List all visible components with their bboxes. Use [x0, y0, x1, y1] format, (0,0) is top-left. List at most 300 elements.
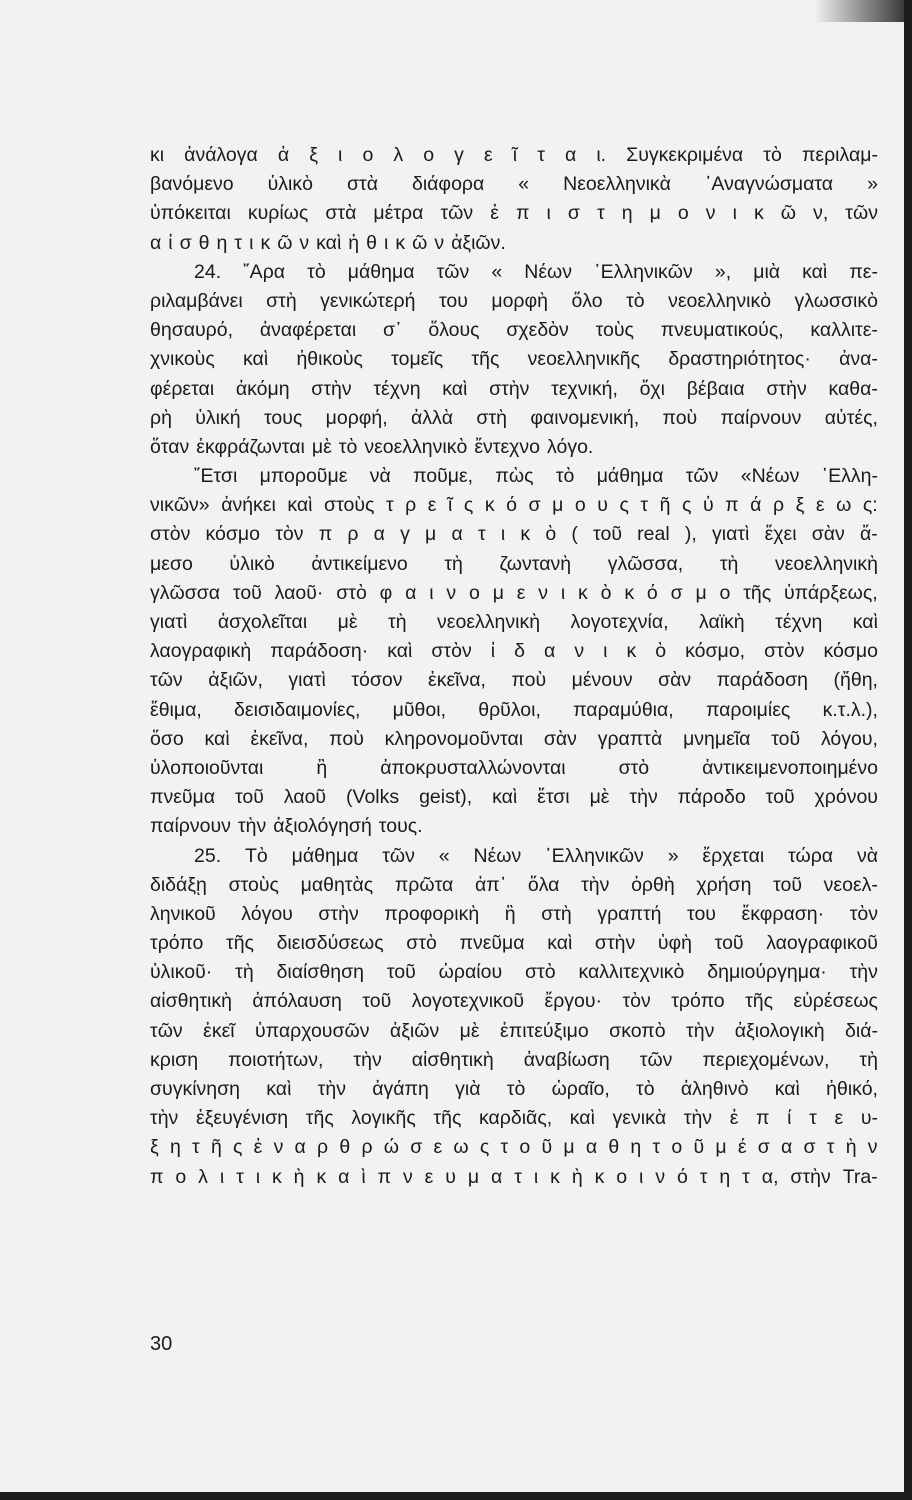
- word: α: [491, 1165, 503, 1188]
- word: νικῶν»: [150, 494, 210, 517]
- word: ῦ: [541, 1136, 553, 1159]
- word: σὰν: [658, 669, 692, 692]
- word: μ: [715, 1136, 727, 1159]
- word: ὑ: [702, 494, 714, 517]
- word: ἠθικοὺς: [296, 348, 363, 371]
- word: ε: [516, 581, 526, 604]
- word: ε: [427, 494, 437, 517]
- word: ἀσχολεῖται: [217, 611, 308, 633]
- word: ο: [469, 581, 480, 604]
- word: κληρονομοῦνται: [384, 727, 524, 750]
- text-line: [150, 375, 878, 404]
- word: ο: [616, 1165, 628, 1188]
- word: ποὺ: [511, 669, 547, 692]
- word: Νέων: [473, 844, 522, 867]
- word: ὑπόκειται: [150, 202, 231, 225]
- word: τὸ: [506, 1078, 526, 1100]
- word: »: [867, 173, 878, 196]
- word: στὴν: [489, 377, 530, 400]
- word: ῎Ετσι: [194, 465, 238, 488]
- word: κι: [150, 144, 165, 166]
- word: καὶ: [316, 231, 342, 254]
- word: μ: [467, 1165, 480, 1188]
- word: ῖ: [512, 144, 518, 166]
- word: τὴν: [150, 1107, 179, 1130]
- word: (Volks: [346, 786, 400, 809]
- word: ποὺ: [662, 406, 698, 429]
- word: ἀξιολόγησή: [273, 815, 372, 838]
- word: ἢ: [504, 902, 516, 925]
- word: χρήση: [696, 873, 752, 896]
- word: εὑρέσεως: [793, 990, 878, 1013]
- word: τὸν: [849, 902, 878, 925]
- word: γενικὰ: [612, 1107, 667, 1130]
- word: νεοελληνικῆς: [527, 348, 641, 371]
- word: στὰ: [346, 173, 378, 196]
- text-line: [150, 929, 878, 958]
- word: γ: [400, 523, 410, 546]
- text-line: [150, 696, 878, 725]
- word: κόσμο,: [685, 640, 746, 663]
- word: ὅταν: [150, 435, 190, 458]
- word: Τὸ: [244, 844, 268, 867]
- word: τῶν: [436, 260, 470, 283]
- word: ἰ: [490, 640, 496, 663]
- word: μεσο: [150, 552, 193, 575]
- word: τὸ: [626, 289, 645, 312]
- word: μ: [563, 1136, 575, 1159]
- word: ῶ: [780, 202, 797, 225]
- word: γλωσσικὸ: [794, 289, 878, 312]
- word: γ: [454, 144, 464, 166]
- word: τῶν: [440, 202, 474, 225]
- word: στὴν: [318, 902, 359, 925]
- word: πνευματικούς,: [660, 319, 784, 342]
- word: νὰ: [856, 844, 878, 867]
- word: ν,: [813, 202, 829, 225]
- text-line: [150, 725, 878, 754]
- word: ς: [463, 494, 474, 517]
- word: π: [756, 1107, 770, 1130]
- word: τ: [652, 1136, 661, 1159]
- word: «Νέων: [740, 465, 800, 488]
- word: ν: [538, 581, 549, 604]
- word: μὲ: [337, 611, 358, 633]
- word: τόσον: [351, 669, 403, 692]
- word: 25.: [194, 844, 222, 867]
- word: κ: [753, 202, 764, 225]
- word: ό: [506, 494, 517, 517]
- word: ν: [867, 1136, 878, 1159]
- word: καὶ: [243, 348, 269, 371]
- word: π: [377, 1165, 392, 1188]
- word: ὑλικὸ: [267, 173, 313, 196]
- word: α: [585, 1136, 598, 1159]
- word: φέρεται: [150, 377, 215, 400]
- word: 24.: [194, 260, 222, 283]
- word: πὼς: [495, 465, 534, 488]
- word: ληνικοῦ: [150, 902, 216, 925]
- word: α: [781, 1136, 793, 1159]
- word: τὴν: [686, 1019, 715, 1042]
- word: ποὺ: [329, 727, 364, 750]
- word: γιατὶ: [712, 523, 750, 546]
- word: στὸν: [431, 640, 472, 663]
- word: χνικοὺς: [150, 348, 215, 371]
- word: διάφορα: [411, 173, 485, 196]
- word: τους: [263, 406, 303, 429]
- text-line: [150, 316, 878, 345]
- word: ι: [639, 1165, 644, 1188]
- word: ά: [750, 494, 762, 517]
- word: νεοελληνικὸ: [364, 435, 468, 458]
- word: τοὺς: [595, 319, 634, 342]
- word: λαογραφικοῦ: [766, 932, 878, 955]
- word: καρδιᾶς,: [478, 1107, 553, 1130]
- word: νεοελληνικὴ: [437, 611, 541, 633]
- word: υ: [597, 494, 608, 517]
- word: τ: [640, 494, 649, 517]
- text-line: [150, 608, 878, 637]
- text-line: [150, 1133, 878, 1162]
- word: τῶν: [639, 1048, 673, 1071]
- word: μ: [695, 581, 707, 604]
- word: τοῦ: [232, 581, 262, 604]
- word: φ: [379, 581, 393, 604]
- text-line: [150, 520, 878, 549]
- word: ς: [682, 494, 692, 517]
- word: στὸ: [524, 961, 556, 984]
- word: ρὴ: [150, 406, 172, 429]
- word: τομεῖς: [391, 348, 444, 371]
- word: ποῦμε,: [413, 465, 474, 488]
- word: ὅσο: [150, 727, 184, 750]
- word: τοῦ: [235, 786, 264, 809]
- word: π: [725, 494, 739, 517]
- word: ῾Ελλη-: [821, 465, 878, 488]
- word: παίρνουν: [150, 815, 231, 838]
- word: «: [438, 844, 450, 867]
- word: καὶ: [852, 611, 878, 633]
- word: α: [564, 144, 577, 166]
- word: πε-: [849, 260, 878, 283]
- word: μάθημα: [596, 465, 664, 488]
- word: μὲ: [311, 435, 332, 458]
- word: διδάξῃ: [150, 873, 207, 896]
- word: ι: [546, 202, 551, 225]
- word: ξ: [309, 144, 318, 166]
- word: ἀ: [277, 144, 290, 166]
- word: ν: [402, 1165, 413, 1188]
- word: καὶ: [802, 260, 828, 283]
- word: ε: [834, 1107, 844, 1130]
- word: «: [491, 260, 503, 283]
- word: ῶ: [277, 231, 293, 254]
- word: καὶ: [204, 727, 230, 750]
- word: ῆ: [210, 1136, 222, 1159]
- text-line: [150, 637, 878, 666]
- word: ἔθιμα,: [150, 698, 202, 721]
- body-text: [150, 141, 878, 1192]
- word: geist),: [419, 786, 473, 809]
- word: στὴ: [541, 902, 572, 925]
- word: στὴ: [266, 289, 297, 312]
- word: λαϊκὴ: [698, 611, 745, 633]
- word: κ: [260, 231, 271, 254]
- word: ο: [362, 144, 374, 166]
- text-line: [150, 170, 878, 199]
- word: τ: [537, 144, 545, 166]
- word: στὸν: [150, 523, 191, 546]
- text-line: [150, 900, 878, 929]
- word: τ: [385, 494, 394, 517]
- word: λ: [198, 1165, 208, 1188]
- word: παροιμίες: [705, 698, 791, 721]
- word: νὰ: [369, 465, 391, 488]
- word: τῆς: [433, 1107, 462, 1130]
- word: γιατὶ: [150, 611, 188, 633]
- word: ί: [787, 1107, 792, 1130]
- word: ποιοτήτων,: [228, 1048, 324, 1071]
- word: ῖ: [448, 494, 453, 517]
- text-line: [150, 666, 878, 695]
- word: α: [373, 523, 385, 546]
- word: ι: [603, 640, 608, 663]
- word: τῆς: [745, 990, 774, 1013]
- word: κόσμο: [823, 640, 878, 663]
- word: μαθητὰς: [300, 873, 374, 896]
- word: μὲ: [459, 1019, 480, 1042]
- word: ἀλλὰ: [411, 406, 454, 429]
- word: »: [667, 844, 679, 867]
- word: στὸν: [764, 640, 805, 663]
- word: φαινομενική,: [530, 406, 640, 429]
- word: τοῦ: [765, 786, 795, 809]
- word: ἔργου·: [544, 990, 603, 1013]
- word: διά-: [845, 1019, 878, 1042]
- word: ν: [655, 1165, 666, 1188]
- word: τὴν: [353, 1048, 382, 1071]
- word: ν: [705, 202, 716, 225]
- text-line: [150, 579, 878, 608]
- word: ς: [619, 494, 629, 517]
- word: ἀληθινὸ: [680, 1078, 749, 1100]
- word: ἐκεῖνα,: [428, 669, 486, 692]
- word: ρ: [361, 1136, 373, 1159]
- word: α: [338, 1165, 350, 1188]
- word: ὑλικὸ: [229, 552, 275, 575]
- word: τέχνη: [775, 611, 823, 633]
- word: τῶν: [150, 669, 183, 692]
- word: αὐτές,: [824, 406, 878, 429]
- word: ὸ: [545, 523, 557, 546]
- word: ι: [384, 231, 389, 254]
- word: καὶ: [569, 1107, 595, 1130]
- word: ι: [560, 581, 566, 604]
- word: τὸ: [307, 260, 326, 283]
- word: κ: [484, 494, 495, 517]
- word: ἰ: [168, 231, 173, 254]
- word: η: [169, 1136, 181, 1159]
- word: ἐ: [729, 1107, 739, 1130]
- word: αἰσθητικὴ: [150, 990, 232, 1013]
- word: γλῶσσα,: [607, 552, 684, 575]
- word: σχεδὸν: [506, 319, 569, 342]
- word: ἀκόμη: [235, 377, 290, 400]
- word: ἐπιτεύξιμο: [500, 1019, 589, 1042]
- word: ῶ: [412, 231, 428, 254]
- text-line: [150, 1046, 878, 1075]
- word: ξ: [150, 1136, 159, 1159]
- word: δραστηριότητος·: [668, 348, 811, 371]
- word: γραπτή: [597, 902, 662, 925]
- word: ς: [233, 1136, 243, 1159]
- word: νεοελληνικὸ: [668, 289, 772, 312]
- word: ἀπόλαυση: [252, 990, 342, 1013]
- word: κ.τ.λ.),: [822, 698, 878, 721]
- word: παράδοση·: [270, 640, 369, 663]
- word: α: [294, 1136, 306, 1159]
- word: στὸ: [336, 581, 367, 604]
- word: τέχνη: [373, 377, 421, 400]
- word: ὑφὴ: [657, 932, 693, 955]
- word: τοῦ: [362, 990, 392, 1013]
- word: γλῶσσα: [150, 581, 221, 604]
- word: τοῦ: [714, 932, 744, 955]
- word: ι: [338, 144, 343, 166]
- scan-edge-shadow: [814, 0, 904, 22]
- word: ρ: [317, 1136, 329, 1159]
- word: ὡραίου: [438, 961, 503, 984]
- word: προφορικὴ: [384, 902, 480, 925]
- word: η: [630, 1136, 642, 1159]
- word: α: [405, 581, 417, 604]
- word: γραπτὰ: [597, 727, 663, 750]
- word: α: [544, 640, 556, 663]
- word: ὀρθὴ: [631, 873, 675, 896]
- word: μέτρα: [373, 202, 424, 225]
- word: σὰν: [543, 727, 577, 750]
- text-line: [150, 229, 878, 258]
- word: ἀποκρυσταλλώνονται: [380, 756, 566, 779]
- word: ρ: [347, 523, 359, 546]
- word: θ: [339, 1136, 351, 1159]
- word: τῶν: [150, 1019, 183, 1042]
- word: τεχνική,: [551, 377, 618, 400]
- word: έ: [737, 1136, 747, 1159]
- word: σ: [179, 231, 192, 254]
- text-line: [150, 287, 878, 316]
- word: (: [571, 523, 578, 546]
- word: τὸ: [555, 465, 575, 488]
- word: ὅλα: [527, 873, 560, 896]
- word: ἀγάπη: [372, 1078, 429, 1100]
- word: τὸ: [636, 1078, 655, 1100]
- word: θ: [366, 231, 378, 254]
- word: ἄ-: [860, 523, 878, 546]
- word: ἀναφέρεται: [259, 319, 357, 342]
- text-line: [150, 1017, 878, 1046]
- word: ὑλική: [195, 406, 241, 429]
- word: τ: [500, 1136, 509, 1159]
- text-line: [150, 754, 878, 783]
- word: τὴ: [444, 552, 463, 575]
- word: τὴ: [859, 1048, 878, 1071]
- word: πνεῦμα: [459, 932, 525, 955]
- word: σ: [528, 494, 541, 517]
- word: κυρίως: [247, 202, 309, 225]
- word: η: [621, 202, 633, 225]
- word: ἀναβίωση: [523, 1048, 610, 1071]
- word: ι.: [596, 144, 607, 166]
- word: καὶ: [387, 640, 413, 663]
- word: ἐ: [253, 1136, 263, 1159]
- word: μ: [492, 581, 504, 604]
- word: ο: [677, 202, 689, 225]
- word: ώ: [383, 1136, 399, 1159]
- word: μένουν: [571, 669, 633, 692]
- word: σ: [803, 1136, 816, 1159]
- word: σκοπὸ: [609, 1019, 666, 1042]
- word: στὰ: [325, 202, 357, 225]
- text-line: [150, 958, 878, 987]
- text-line: [150, 1104, 878, 1133]
- word: ο: [423, 144, 435, 166]
- word: ὴ: [571, 1165, 583, 1188]
- word: «: [518, 173, 530, 196]
- word: μιὰ: [753, 260, 781, 283]
- word: ι: [500, 523, 506, 546]
- word: η: [719, 1165, 731, 1188]
- word: κ: [624, 581, 635, 604]
- word: νεοελ-: [823, 873, 878, 896]
- word: ἠ: [348, 231, 360, 254]
- word: ὸ: [600, 581, 612, 604]
- word: κ: [626, 640, 637, 663]
- word: καὶ: [442, 377, 468, 400]
- word: τὴν: [849, 961, 878, 984]
- word: τὸν: [622, 990, 651, 1013]
- word: πνεῦμα: [150, 786, 216, 809]
- word: στὴν: [311, 377, 352, 400]
- text-line: [150, 987, 878, 1016]
- word: ν: [273, 1136, 284, 1159]
- word: ι: [732, 202, 737, 225]
- word: κ: [550, 1165, 560, 1188]
- word: βανόμενο: [150, 173, 234, 196]
- word: ἀνα-: [839, 348, 878, 371]
- word: ὑπαρχουσῶν: [255, 1019, 370, 1042]
- word: ε: [433, 1136, 443, 1159]
- word: τ: [514, 1165, 522, 1188]
- word: στοὺς: [324, 494, 375, 517]
- word: νεοελληνικὴ: [774, 552, 878, 575]
- word: ό: [646, 581, 658, 604]
- word: σ: [410, 1136, 423, 1159]
- word: ἔχει: [764, 523, 797, 546]
- word: τῆς: [305, 1107, 334, 1130]
- word: μ: [425, 523, 437, 546]
- word: ἢ: [316, 756, 328, 779]
- word: ἀπ᾿: [474, 873, 507, 896]
- word: ο: [574, 494, 586, 517]
- word: κ: [395, 231, 406, 254]
- word: ἔκφραση·: [741, 902, 825, 925]
- word: τῆς: [471, 348, 500, 371]
- word: τ: [826, 1136, 835, 1159]
- word: χρόνου: [814, 786, 878, 809]
- word: ἀντικείμενο: [311, 552, 408, 575]
